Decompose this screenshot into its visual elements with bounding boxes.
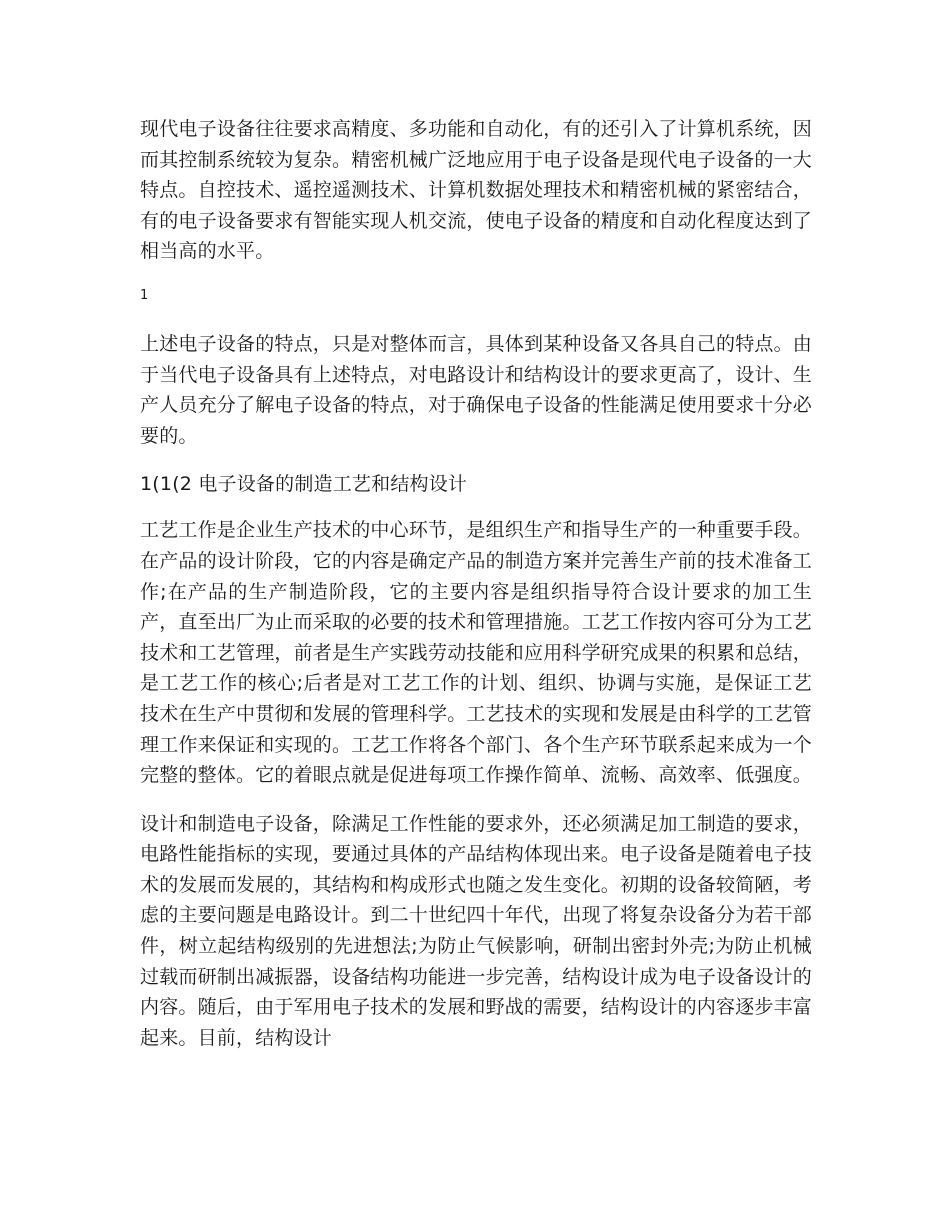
page-number: 1 [140,287,149,303]
paragraph-process-work: 工艺工作是企业生产技术的中心环节，是组织生产和指导生产的一种重要手段。在产品的设计阶段，它的内容是确定产品的制造方案并完善生产前的技术准备工作;在产品的生产制造阶段，它的主要内容是组织指导符合设计要求的加工生产，直至出厂为止而采取的必要的技术和管理措施。工艺工作按内容可分为工艺技术和工艺管理，前者是生产实践劳动技能和应用科学研究成果的积累和总结，是工艺工作的核心;后者是对工艺工作的计划、组织、协调与实施，是保证工艺技术在生产中贯彻和发展的管理科学。工艺技术的实现和发展是由科学的工艺管理工作来保证和实现的。工艺工作将各个部门、各个生产环节联系起来成为一个完整的整体。它的着眼点就是促进每项工作操作简单、流畅、高效率、低强度。 [140,519,813,787]
paragraph-design-and-manufacture: 设计和制造电子设备，除满足工作性能的要求外，还必须满足加工制造的要求，电路性能指标的实现，要通过具体的产品结构体现出来。电子设备是随着电子技术的发展而发展的，其结构和构成形式也随之发生变化。初期的设备较简陋，考虑的主要问题是电路设计。到二十世纪四十年代，出现了将复杂设备分为若干部件，树立起结构级别的先进想法;为防止气候影响，研制出密封外壳;为防止机械过载而研制出减振器，设备结构功能进一步完善，结构设计成为电子设备设计的内容。随后，由于军用电子技术的发展和野战的需要，结构设计的内容逐步丰富起来。目前，结构设计 [140,812,813,1049]
paragraph-equipment-characteristics: 上述电子设备的特点，只是对整体而言，具体到某种设备又各具自己的特点。由于当代电子设备具有上述特点，对电路设计和结构设计的要求更高了，设计、生产人员充分了解电子设备的特点，对于确保电子设备的性能满足使用要求十分必要的。 [140,332,813,447]
document-page [140,114,812,1053]
section-heading: 1(1(2 电子设备的制造工艺和结构设计 [140,473,468,496]
paragraph-modern-electronic-equipment: 现代电子设备往往要求高精度、多功能和自动化，有的还引入了计算机系统，因而其控制系统较为复杂。精密机械广泛地应用于电子设备是现代电子设备的一大特点。自控技术、遥控遥测技术、计算机数据处理技术和精密机械的紧密结合，有的电子设备要求有智能实现人机交流，使电子设备的精度和自动化程度达到了相当高的水平。 [140,118,813,263]
